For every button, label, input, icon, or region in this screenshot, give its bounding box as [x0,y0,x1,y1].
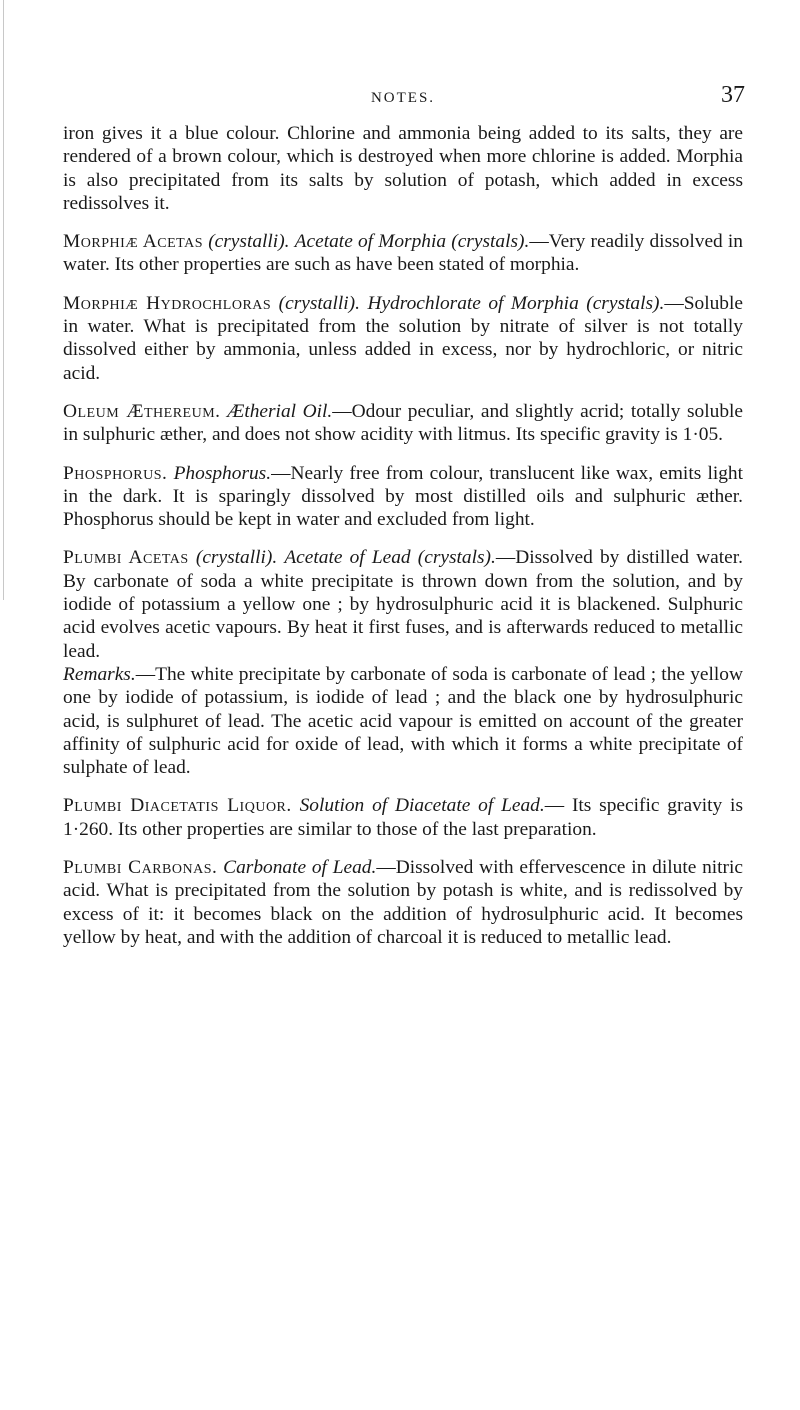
entry-text: —Odour peculiar, and slightly acrid; totally soluble in sulphuric æther, and does not show acidity with litmus. Its specific gravity is 1·05. [63,400,744,446]
entry-latin-name: Phosphorus. [63,462,168,484]
entry-english-name: Solution of Diacetate of Lead. [299,795,545,817]
entry-english-name: Hydrochlorate of Morphia (crystals). [367,292,665,314]
entry-latin-note: (crystalli). [208,231,290,253]
entry-english-name: Ætherial Oil. [227,400,333,422]
entry-plumbi-acetas-remarks [63,663,743,779]
entry-plumbi-acetas [63,546,743,662]
entry-latin-name: Plumbi Acetas [63,547,189,569]
entry-text: —Dissolved with effervescence in dilute nitric acid. What is precipitated from the solution by potash is white, and is redissolved by excess of it: it becomes black on the addition of hydrosulphuric acid. It becomes yellow by heat, and with the addition of charcoal it is reduced to metallic lead. [63,857,744,948]
entry-plumbi-carbonas [63,856,743,949]
entry-phosphorus [63,462,743,532]
page-number: 37 [721,82,745,108]
remarks-label: Remarks. [63,663,136,685]
entry-morphiae-hydrochloras [63,292,743,385]
entry-english-name: Carbonate of Lead. [223,857,377,879]
book-page [63,84,743,964]
entry-text: —Soluble in water. What is precipitated from the solution by nitrate of silver is not totally dissolved either by ammonia, unless added in excess, nor by hydrochloric, or nitric acid. [63,292,743,384]
page-header [63,84,743,110]
entry-latin-name: Oleum Æthereum. [63,400,221,422]
entry-latin-name: Morphiæ Acetas [63,231,204,253]
entry-text: —Dissolved by distilled water. By carbonate of soda a white precipitate is thrown down from the solution, and by iodide of potassium a yellow one ; by hydrosulphuric acid it is blackened. Sulphuric acid evolves acetic vapours. By heat it first fuses, and is afterwards reduced to metallic lead. [63,547,743,662]
entry-latin-name: Plumbi Carbonas. [63,857,218,879]
entry-latin-name: Morphiæ Hydrochloras [63,292,272,314]
entry-english-name: Acetate of Morphia (crystals). [294,231,530,253]
running-head: NOTES. [370,90,436,106]
paragraph-continuation [63,122,743,215]
entry-text: —Nearly free from colour, translucent like wax, emits light in the dark. It is sparingly dissolved by most distilled oils and sulphuric æther. Phosphorus should be kept in water and excluded from light. [63,462,743,531]
entry-english-name: Phosphorus. [173,462,272,484]
page-edge-line [3,0,4,600]
entry-latin-name: Plumbi Diacetatis Liquor. [63,795,292,817]
entry-latin-note: (crystalli). [278,292,360,314]
entry-text: —Very readily dissolved in water. Its other properties are such as have been stated of morphia. [63,231,743,276]
entry-latin-note: (crystalli). [195,547,278,569]
remarks-text: —The white precipitate by carbonate of soda is carbonate of lead ; the yellow one by iodide of potassium, is iodide of lead ; and the black one by hydrosulphuric acid, is sulphuret of lead. The acetic acid vapour is emitted on account of the greater affinity of sulphuric acid for oxide of lead, with which it forms a white precipitate of sulphate of lead. [63,663,743,779]
entry-plumbi-diacetatis [63,794,743,841]
entry-english-name: Acetate of Lead (crystals). [284,547,496,569]
entry-text: — Its specific gravity is 1·260. Its other properties are similar to those of the last preparation. [63,795,743,840]
entry-oleum-aethereum [63,400,743,447]
paragraph-text: iron gives it a blue colour. Chlorine and ammonia being added to its salts, they are rendered of a brown colour, which is destroyed when more chlorine is added. Morphia is also precipitated from its salts by solution of potash, which added in excess redissolves it. [63,123,743,214]
entry-morphiae-acetas [63,230,743,277]
